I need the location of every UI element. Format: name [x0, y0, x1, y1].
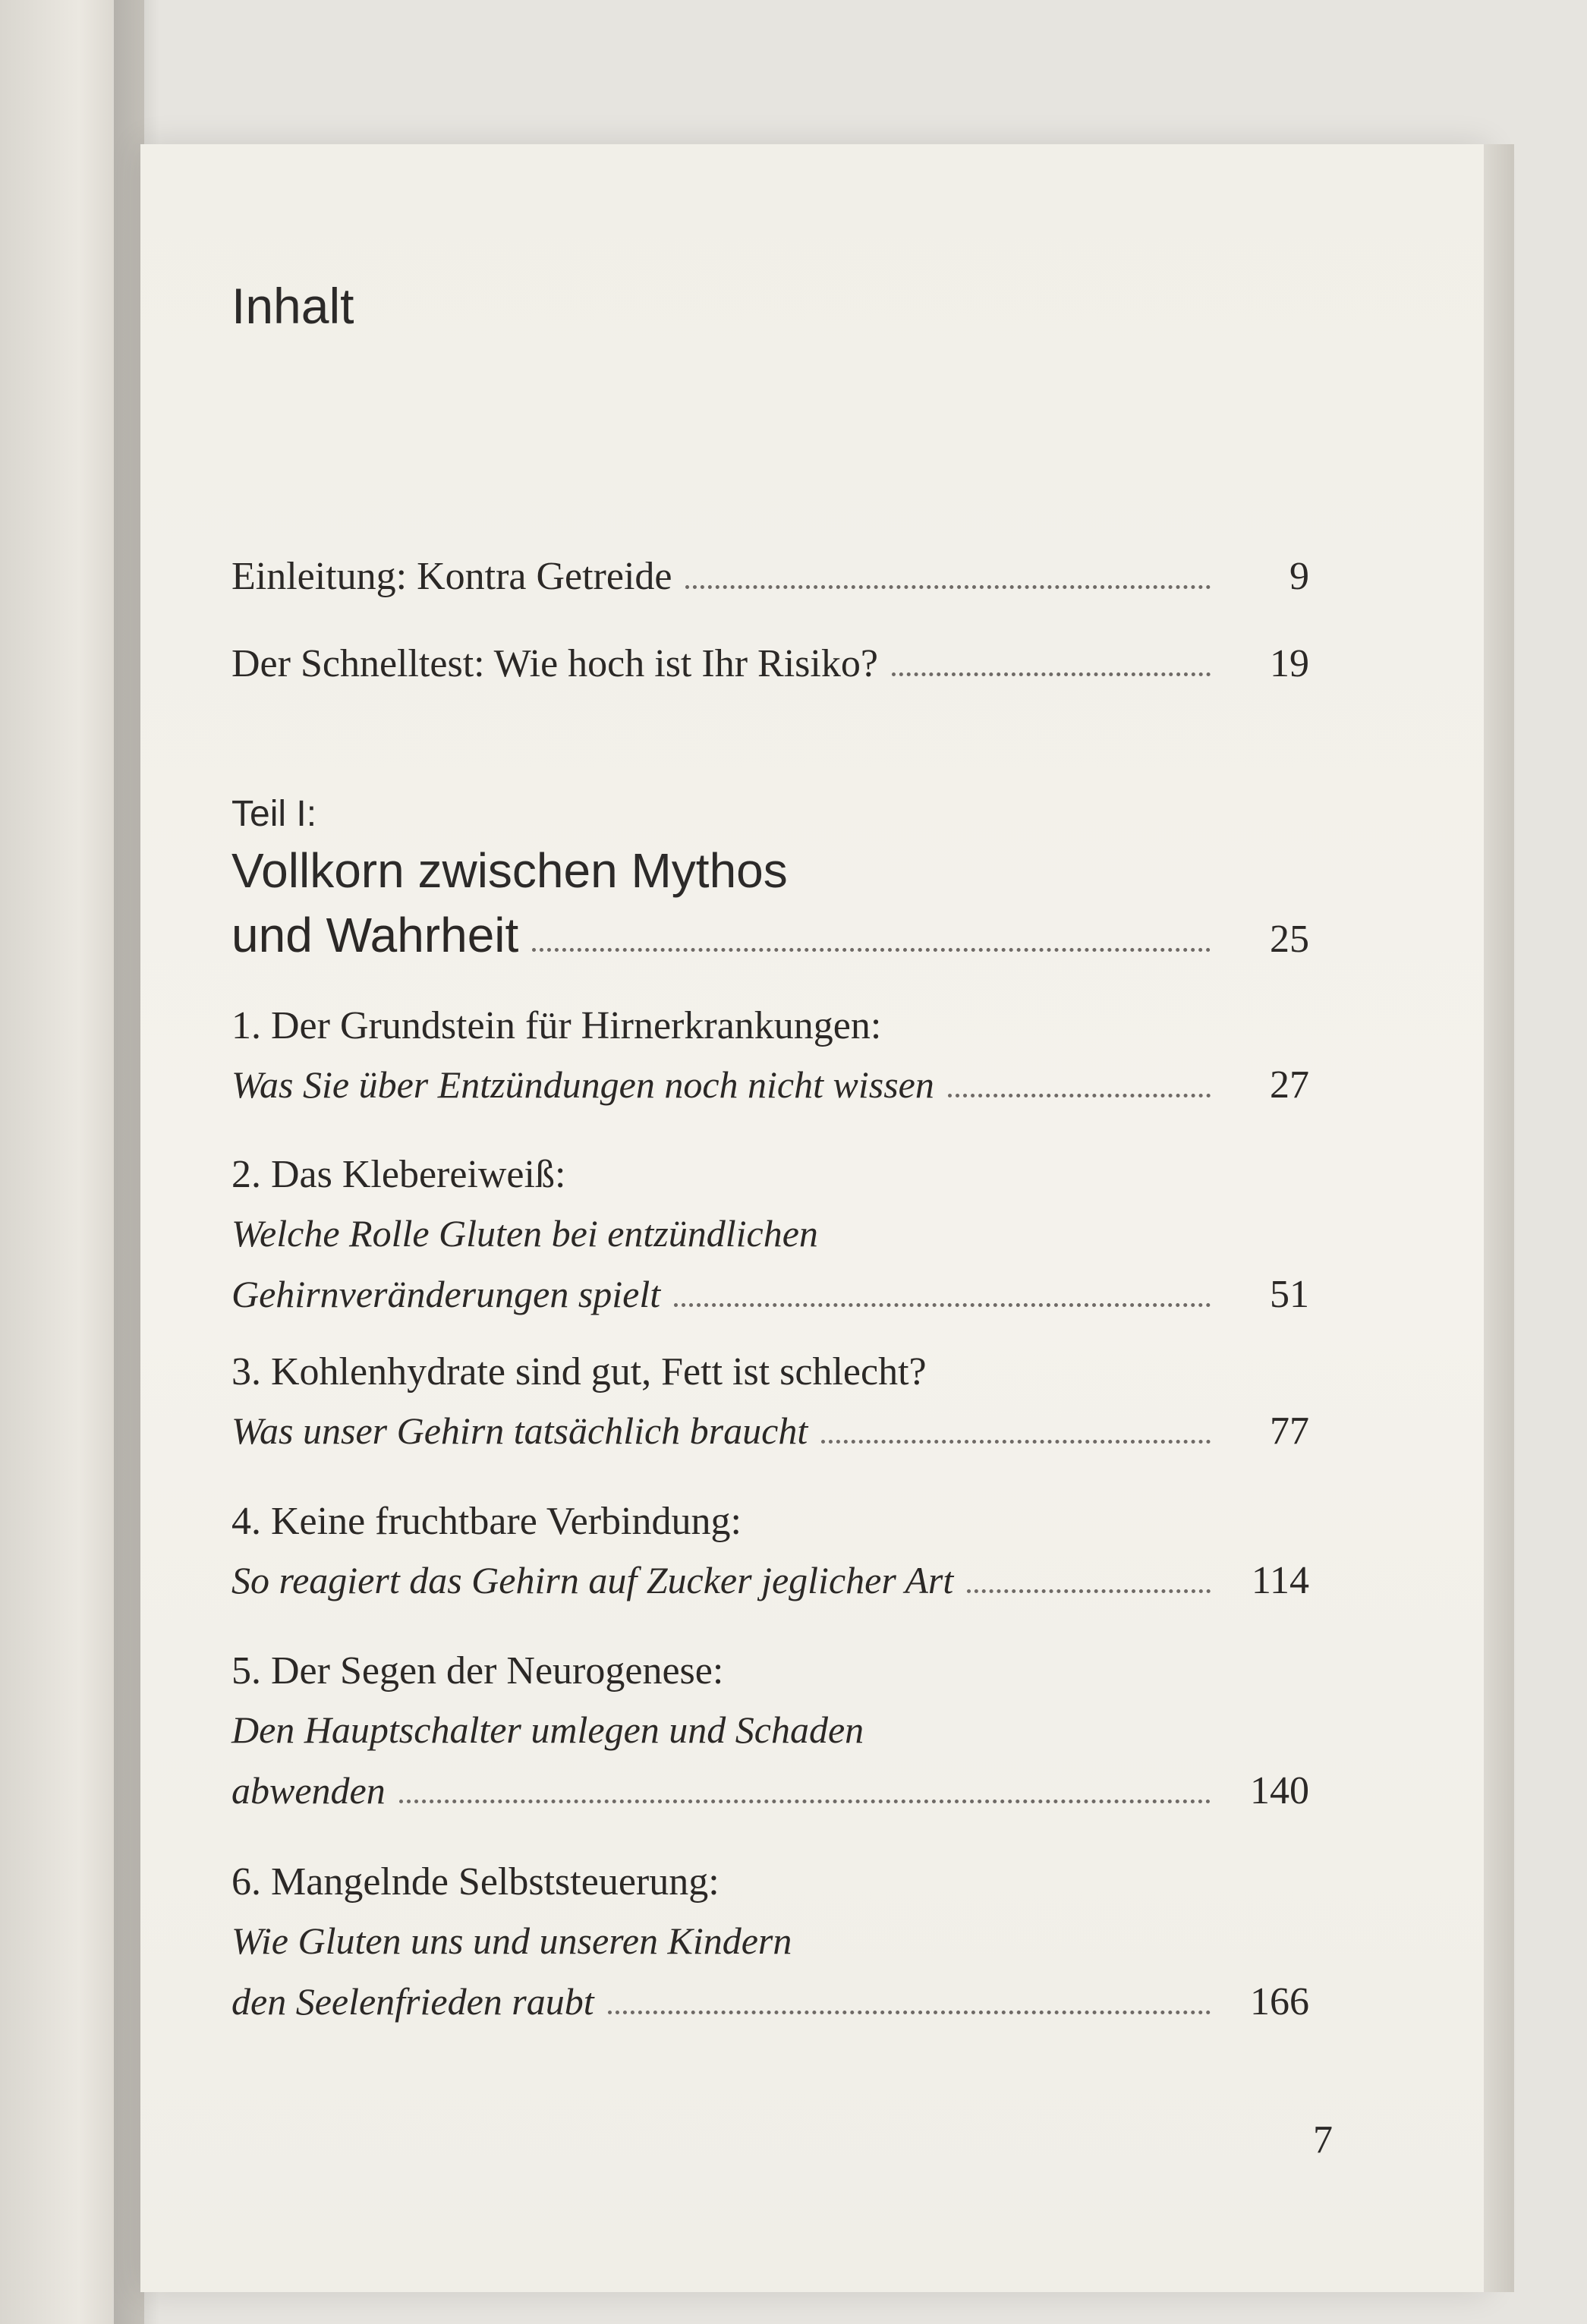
chapter-title: 5. Der Segen der Neurogenese: — [231, 1649, 724, 1693]
dot-leader — [892, 672, 1211, 676]
chapter-page: 27 — [1270, 1063, 1309, 1107]
toc-entry-title: Der Schnelltest: Wie hoch ist Ihr Risiko? — [231, 642, 878, 685]
chapter-subtitle: Welche Rolle Gluten bei entzündlichen — [231, 1212, 818, 1255]
chapter-page: 51 — [1270, 1273, 1309, 1316]
chapter-subtitle: Was Sie über Entzündungen noch nicht wissen — [231, 1063, 934, 1106]
chapter-subtitle: Den Hauptschalter umlegen und Schaden — [231, 1708, 864, 1751]
dot-leader — [967, 1589, 1211, 1593]
chapter-title: 4. Keine fruchtbare Verbindung: — [231, 1500, 742, 1543]
chapter-page: 166 — [1250, 1980, 1309, 2023]
page-number: 7 — [1313, 2118, 1333, 2162]
chapter-title: 2. Das Klebereiweiß: — [231, 1153, 566, 1196]
page-stack-edge — [1484, 144, 1514, 2292]
dot-leader — [399, 1800, 1211, 1803]
chapter-subtitle: abwenden — [231, 1769, 386, 1812]
part-title-line2: und Wahrheit — [231, 908, 519, 962]
part-label: Teil I: — [231, 794, 317, 834]
toc-entry-page: 9 — [1289, 555, 1309, 598]
dot-leader — [821, 1440, 1211, 1444]
dot-leader — [608, 2011, 1211, 2014]
toc-entry-page: 19 — [1270, 642, 1309, 685]
dot-leader — [948, 1094, 1211, 1097]
chapter-subtitle: Wie Gluten uns und unseren Kindern — [231, 1919, 792, 1962]
toc-entry-page: 25 — [1270, 918, 1309, 961]
chapter-title: 1. Der Grundstein für Hirnerkrankungen: — [231, 1004, 882, 1047]
chapter-title: 6. Mangelnde Selbststeuerung: — [231, 1860, 720, 1904]
chapter-subtitle: Was unser Gehirn tatsächlich braucht — [231, 1409, 808, 1452]
chapter-page: 140 — [1250, 1769, 1309, 1812]
dot-leader — [685, 585, 1211, 589]
chapter-subtitle: So reagiert das Gehirn auf Zucker jeglicher Art — [231, 1559, 954, 1601]
chapter-subtitle: den Seelenfrieden raubt — [231, 1980, 594, 2023]
chapter-subtitle: Gehirnveränderungen spielt — [231, 1273, 661, 1315]
chapter-page: 77 — [1270, 1409, 1309, 1453]
chapter-page: 114 — [1251, 1559, 1309, 1602]
dot-leader — [532, 948, 1211, 952]
page-title: Inhalt — [231, 278, 354, 334]
chapter-title: 3. Kohlenhydrate sind gut, Fett ist schlecht? — [231, 1350, 927, 1393]
dot-leader — [674, 1303, 1211, 1307]
toc-entry-title: Einleitung: Kontra Getreide — [231, 555, 672, 598]
part-title-line1: Vollkorn zwischen Mythos — [231, 843, 788, 898]
